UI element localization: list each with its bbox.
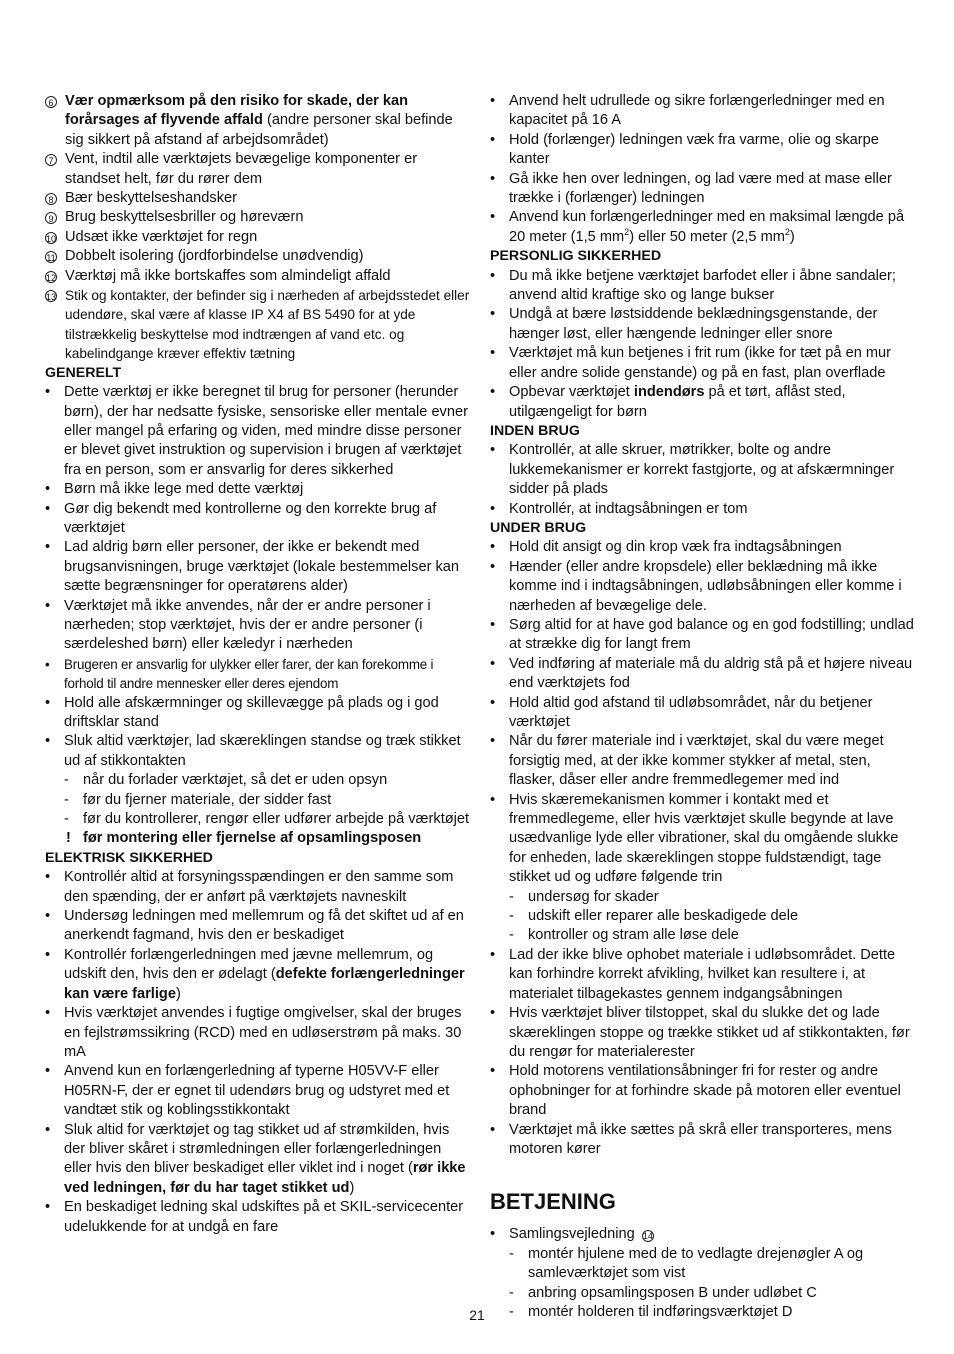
list-item <box>45 1121 470 1199</box>
list-item: • Lad der ikke blive ophobet materiale i udløbsområdet. Dette kan forhindre korrekt afvikling, hvilket kan resultere i, at materialet tilbagekastes gennem indgangsåbningen <box>490 946 915 1004</box>
el6-bold: rør ikke ved ledningen, før du har taget stikket ud <box>64 1160 466 1196</box>
list-item <box>490 1225 915 1244</box>
circled-number-10: 10 <box>46 233 57 244</box>
safety-item-8-text: Bær beskyttelseshandsker <box>65 190 237 207</box>
el3-text: Kontrollér forlængerledningen med jævne mellemrum, og udskift den, hvis den er ødelagt ( <box>64 946 434 983</box>
section-heading-inden-brug: INDEN BRUG <box>490 422 580 439</box>
superscript: 2 <box>784 226 790 237</box>
dash-item: - før du fjerner materiale, der sidder fast <box>45 791 470 810</box>
list-item: • Hold altid god afstand til udløbsområdet, når du betjener værktøjet <box>490 694 915 733</box>
safety-item-12-text: Værktøj må ikke bortskaffes som almindeligt affald <box>65 267 391 284</box>
opbevar-bold: indendørs <box>633 384 705 401</box>
list-item: • Hænder (eller andre kropsdele) eller beklædning må ikke komme ind i indtagsåbningen, udløbsåbningen eller komme i nærheden af bevægelige dele. <box>490 558 915 616</box>
section-heading-under-brug: UNDER BRUG <box>490 519 587 536</box>
list-item: • Sluk altid værktøjer, lad skæreklingen standse og træk stikket ud af stikkontakten <box>45 732 470 771</box>
list-item: • Kontrollér, at alle skruer, møtrikker, bolte og andre lukkemekanismer er korrekt fastgjorte, og at afskærmninger sidder på plads <box>490 441 915 499</box>
circled-number-6: 6 <box>45 96 57 108</box>
list-item: • Brugeren er ansvarlig for ulykker eller farer, der kan forekomme i forhold til andre mennesker eller deres ejendom <box>45 655 470 694</box>
list-item: • Når du fører materiale ind i værktøjet, skal du være meget forsigtig med, at der ikke kommer stykker af metal, sten, flasker, dåser eller andre fremmedlegemer med ind <box>490 732 915 790</box>
opbevar-text-a: Opbevar værktøjet <box>509 384 634 401</box>
el6-close: ) <box>349 1179 355 1196</box>
circled-number-9: 9 <box>45 212 57 224</box>
max-length-text-a: Anvend kun forlængerledninger med en maksimal længde på 20 meter (1,5 mm <box>509 209 905 245</box>
list-item: • Undgå at bære løstsiddende beklædningsgenstande, der hænger løst, eller hængende ledninger eller snore <box>490 305 915 344</box>
left-column <box>45 92 470 1237</box>
safety-item-6 <box>45 92 470 150</box>
list-item: • Værktøjet må ikke anvendes, når der er andre personer i nærheden; stop værktøjet, hvis der er andre personer (i særdeleshed børn) eller kæledyr i nærheden <box>45 597 470 655</box>
dash-item: - undersøg for skader <box>490 888 915 907</box>
list-item: • Anvend kun en forlængerledning af typerne H05VV-F eller H05RN-F, der er egnet til udendørs brug og udstyret med et vandtæt stik og koblingsstikkontakt <box>45 1062 470 1120</box>
max-length-text-b: ) eller 50 meter (2,5 mm <box>629 228 785 245</box>
list-item: • Undersøg ledningen med mellemrum og få det skiftet ud af en anerkendt fagmand, hvis den er beskadiget <box>45 907 470 946</box>
circled-number-13: 13 <box>46 292 57 303</box>
list-item: • Hvis værktøjet anvendes i fugtige omgivelser, skal der bruges en fejlstrømssikring (RCD) med en udløserstrøm på maks. 30 mA <box>45 1004 470 1062</box>
list-item: • Du må ikke betjene værktøjet barfodet eller i åbne sandaler; anvend altid kraftige sko og lange bukser <box>490 267 915 306</box>
safety-item-6-bold: Vær opmærksom på den risiko for skade, der kan forårsages af flyvende affald <box>65 93 409 129</box>
list-item <box>45 946 470 1004</box>
list-item: • Hvis skæremekanismen kommer i kontakt med et fremmedlegeme, eller hvis værktøjet skulle begynde at lave usædvanlige lyde eller vibrationer, skal du omgående slukke for enheden, lade skæreklingen stoppe fuldstændigt, tage stikket ud og udføre følgende trin <box>490 791 915 888</box>
circled-number-7: 7 <box>45 154 57 166</box>
safety-item-7-text: Vent, indtil alle værktøjets bevægelige komponenter er standset helt, før du rører dem <box>65 151 418 187</box>
el3-close: ) <box>175 985 181 1002</box>
safety-item-10 <box>45 228 470 247</box>
list-item: • Gå ikke hen over ledningen, og lad være med at mase eller trække i (forlænger) ledningen <box>490 170 915 209</box>
list-item: • Gør dig bekendt med kontrollerne og den korrekte brug af værktøjet <box>45 500 470 539</box>
safety-item-6-rest: (andre personer skal befinde sig sikkert på afstand af arbejdsområdet) <box>65 112 453 148</box>
circled-number-14: 14 <box>642 1231 653 1242</box>
circled-number-8: 8 <box>45 193 57 205</box>
circled-number-12: 12 <box>46 272 57 283</box>
section-heading-betjening: BETJENING <box>490 1189 616 1215</box>
dash-item: - montér holderen til indføringsværktøjet D <box>490 1303 915 1322</box>
safety-item-13 <box>45 286 470 364</box>
safety-item-9-text: Brug beskyttelsesbriller og høreværn <box>65 209 304 226</box>
list-item: • En beskadiget ledning skal udskiftes på et SKIL-servicecenter udelukkende for at undgå en fare <box>45 1198 470 1237</box>
list-item: • Kontrollér, at indtagsåbningen er tom <box>490 500 915 519</box>
opbevar-text-c: på et tørt, aflåst sted, utilgængeligt for børn <box>509 384 846 420</box>
list-item: • Ved indføring af materiale må du aldrig stå på et højere niveau end værktøjets fod <box>490 655 915 694</box>
list-item: • Sørg altid for at have god balance og en god fodstilling; undlad at strække dig for langt frem <box>490 616 915 655</box>
safety-item-8 <box>45 189 470 208</box>
list-item: • Lad aldrig børn eller personer, der ikke er bekendt med brugsanvisningen, bruge værktøjet (lokale bestemmelser kan sætte begrænsninger for operatørens alder) <box>45 538 470 596</box>
safety-item-9 <box>45 208 470 227</box>
right-column <box>490 92 915 1322</box>
list-item: • Hvis værktøjet bliver tilstoppet, skal du slukke det og lade skæreklingen stoppe og trække stikket ud af stikkontakten, før du rengør for materialerester <box>490 1004 915 1062</box>
list-item: • Anvend helt udrullede og sikre forlængerledninger med en kapacitet på 16 A <box>490 92 915 131</box>
section-heading-elektrisk: ELEKTRISK SIKKERHED <box>45 849 213 866</box>
max-length-text-c: ) <box>789 228 795 245</box>
list-item: • Hold (forlænger) ledningen væk fra varme, olie og skarpe kanter <box>490 131 915 170</box>
superscript: 2 <box>624 226 630 237</box>
list-item: • Børn må ikke lege med dette værktøj <box>45 480 470 499</box>
list-item: • Værktøjet må kun betjenes i frit rum (ikke for tæt på en mur eller andre solide genstande) og på en fast, plan overflade <box>490 344 915 383</box>
page-number: 21 <box>469 1307 485 1323</box>
list-item: • Hold motorens ventilationsåbninger fri for rester og andre ophobninger for at forhindre skade på motoren eller eventuel brand <box>490 1062 915 1120</box>
safety-item-12 <box>45 267 470 286</box>
list-item: • Værktøjet må ikke sættes på skrå eller transporteres, mens motoren kører <box>490 1121 915 1160</box>
dash-item: - før du kontrollerer, rengør eller udfører arbejde på værktøjet <box>45 810 470 829</box>
list-item: • Dette værktøj er ikke beregnet til brug for personer (herunder børn), der har nedsatte fysiske, sensoriske eller mentale evner eller mangel på erfaring og viden, med mindre disse personer er blevet givet instruktion og supervision i brugen af værktøjet fra en person, som er ansvarlig for deres sikkerhed <box>45 383 470 480</box>
dash-item: - montér hjulene med de to vedlagte drejenøgler A og samleværktøjet som vist <box>490 1245 915 1284</box>
dash-item: - kontroller og stram alle løse dele <box>490 926 915 945</box>
safety-item-7 <box>45 150 470 189</box>
safety-item-10-text: Udsæt ikke værktøjet for regn <box>65 228 258 245</box>
dash-item: - når du forlader værktøjet, så det er uden opsyn <box>45 771 470 790</box>
el6-text: Sluk altid for værktøjet og tag stikket ud af strømkilden, hvis der bliver skåret i strømledningen eller forlængerledningen eller hvis den bliver beskadiget eller viklet ind i noget ( <box>64 1121 450 1177</box>
dash-item: - anbring opsamlingsposen B under udløbet C <box>490 1284 915 1303</box>
list-item: • Hold alle afskærmninger og skillevægge på plads og i god driftsklar stand <box>45 694 470 733</box>
list-item <box>490 208 915 247</box>
list-item <box>490 383 915 422</box>
warning-item: ! før montering eller fjernelse af opsamlingsposen <box>45 829 470 848</box>
section-heading-generelt: GENERELT <box>45 364 122 381</box>
list-item: • Hold dit ansigt og din krop væk fra indtagsåbningen <box>490 538 915 557</box>
circled-number-11: 11 <box>46 253 56 264</box>
list-item: • Kontrollér altid at forsyningsspændingen er den samme som den spænding, der er anført på værktøjets navneskilt <box>45 868 470 907</box>
safety-item-11 <box>45 247 470 266</box>
section-heading-personlig: PERSONLIG SIKKERHED <box>490 248 662 265</box>
el3-bold: defekte forlængerledninger kan være farlige <box>64 966 465 1002</box>
samling-label: Samlingsvejledning <box>509 1226 635 1243</box>
dash-item: - udskift eller reparer alle beskadigede dele <box>490 907 915 926</box>
safety-item-11-text: Dobbelt isolering (jordforbindelse unødvendig) <box>65 248 364 265</box>
safety-item-13-text: Stik og kontakter, der befinder sig i nærheden af arbejdsstedet eller udendøre, skal være af klasse IP X4 af BS 5490 for at yde tilstrækkelig beskyttelse mod indtrængen af vand etc. og kabelindgange kræver effektiv tætning <box>65 288 470 362</box>
